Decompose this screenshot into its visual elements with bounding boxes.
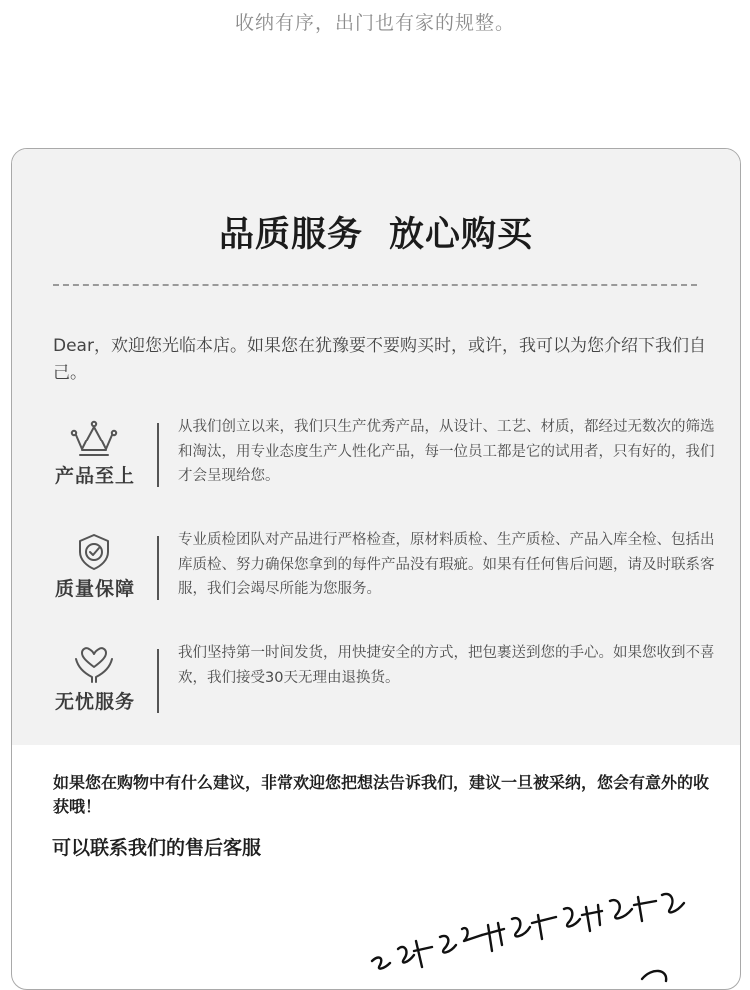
title-buy-with-confidence: 放心购买	[389, 215, 534, 255]
dashed-divider	[53, 284, 697, 286]
feature-label-quality-assurance: 质量保障	[54, 578, 135, 600]
service-card	[11, 148, 741, 990]
feature-worry-free-service	[52, 645, 715, 725]
heart-hand-icon	[52, 645, 136, 687]
feature-divider	[157, 649, 159, 713]
feature-text-worry-free-service: 我们坚持第一时间发货，用快捷安全的方式，把包裹送到您的手心。如果您收到不喜欢，我们接受30天无理由退换货。	[178, 645, 715, 686]
top-tagline: 收纳有序，出门也有家的规整。	[234, 12, 515, 34]
feature-quality-assurance	[52, 532, 715, 612]
feature-label-worry-free-service: 无忧服务	[54, 691, 135, 713]
feature-text-quality-assurance: 专业质检团队对产品进行严格检查，原材料质检、生产质检、产品入库全检、包括出库质检、努力确保您拿到的每件产品没有瑕疵。如果有任何售后问题，请及时联系客服，我们会竭尽所能为您服务。	[178, 532, 715, 597]
feature-divider	[157, 423, 159, 487]
crown-icon	[52, 419, 136, 461]
feature-label-product-first: 产品至上	[54, 465, 135, 487]
feature-product-first	[52, 419, 715, 499]
feature-divider	[157, 536, 159, 600]
contact-after-sales-link[interactable]: 可以联系我们的售后客服	[52, 837, 262, 859]
feature-text-product-first: 从我们创立以来，我们只生产优秀产品，从设计、工艺、材质，都经过无数次的筛选和淘汰，用专业态度生产人性化产品，每一位员工都是它的试用者，只有好的，我们才会呈现给您。	[178, 419, 715, 484]
title-quality-service: 品质服务	[218, 215, 363, 255]
suggestion-text: 如果您在购物中有什么建议，非常欢迎您把想法告诉我们，建议一旦被采纳，您会有意外的收获哦！	[53, 773, 710, 816]
shield-check-icon	[52, 532, 136, 574]
intro-text: Dear，欢迎您光临本店。如果您在犹豫要不要购买时，或许，我可以为您介绍下我们自己。	[53, 336, 706, 383]
card-title	[12, 207, 740, 257]
handwritten-signature	[12, 879, 740, 989]
